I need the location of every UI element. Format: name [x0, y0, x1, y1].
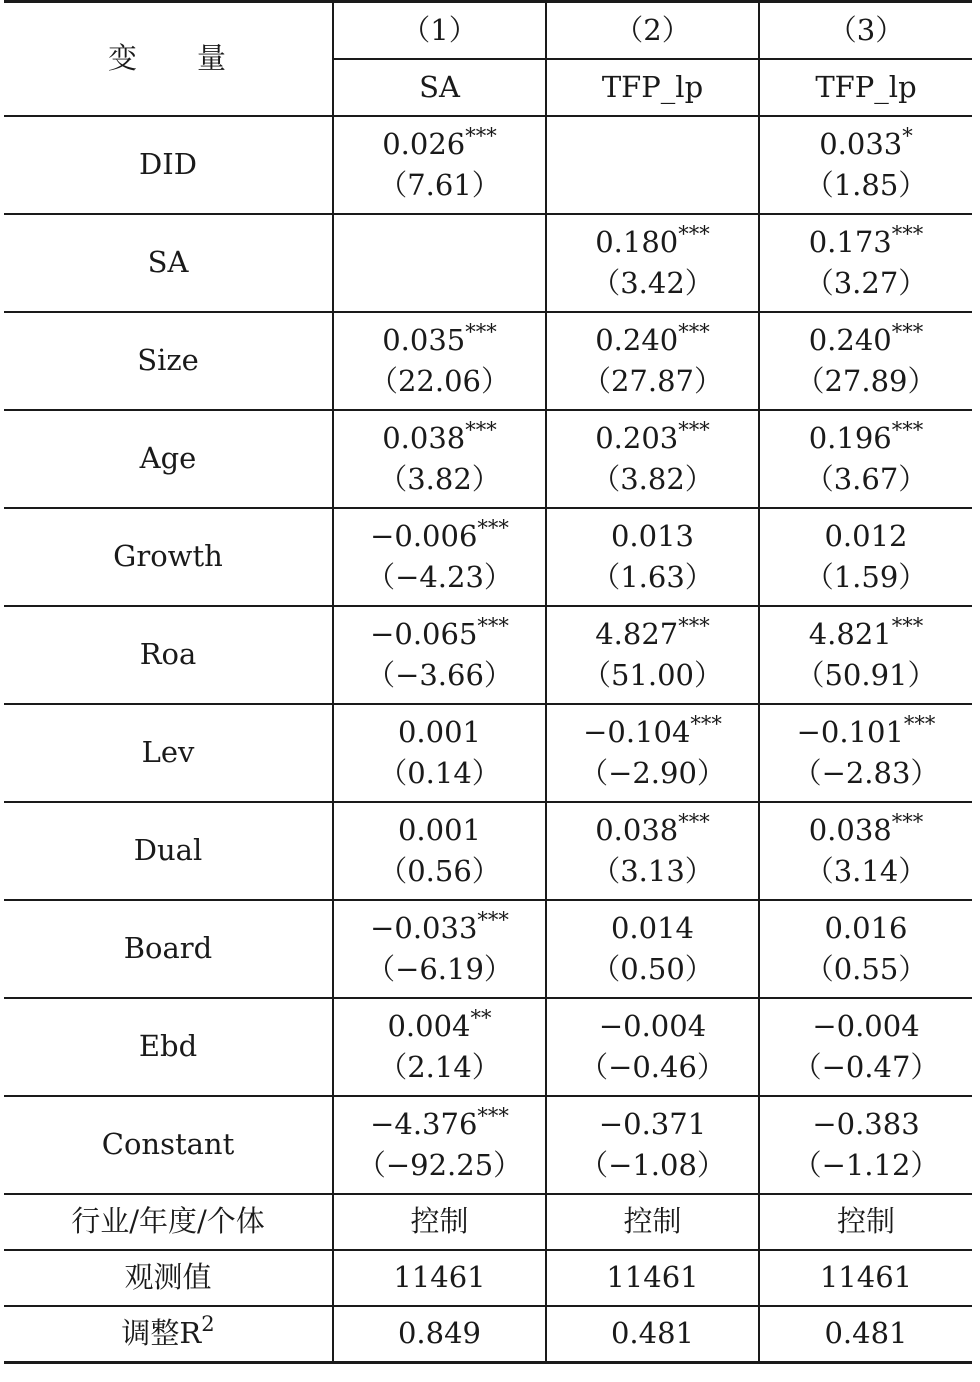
t-statistic: （2.14） — [378, 1050, 501, 1084]
t-statistic: （22.06） — [368, 364, 511, 398]
t-statistic: （1.63） — [591, 560, 714, 594]
variable-name: DID — [4, 116, 333, 214]
table-row — [4, 116, 972, 214]
variable-name: Size — [4, 312, 333, 410]
coefficient — [547, 1006, 758, 1047]
coefficient-value: −0.004 — [812, 1008, 920, 1043]
estimate-cell — [333, 606, 546, 704]
t-statistic: （3.13） — [591, 854, 714, 888]
dependent-variable-1: SA — [333, 59, 546, 116]
estimate-cell — [333, 900, 546, 998]
t-statistic: （3.14） — [804, 854, 928, 888]
footer-label-superscript: 2 — [201, 1312, 215, 1337]
variable-header-left: 变 — [107, 41, 139, 76]
coefficient-value: −0.101 — [796, 714, 904, 749]
coefficient — [760, 222, 972, 263]
estimate-cell — [333, 508, 546, 606]
t-statistic: （0.14） — [378, 756, 501, 790]
significance-stars: *** — [891, 221, 924, 246]
t-statistic: （3.27） — [804, 266, 928, 300]
regression-table — [4, 0, 972, 1364]
footer-label-text: 观测值 — [124, 1260, 212, 1295]
coefficient-value: 0.038 — [595, 812, 679, 847]
coefficient — [334, 712, 545, 753]
coefficient-value: −0.033 — [370, 910, 478, 945]
variable-name: Board — [4, 900, 333, 998]
coefficient-value: −0.004 — [598, 1008, 707, 1043]
t-statistic: （3.67） — [804, 462, 928, 496]
estimate-cell — [546, 116, 759, 214]
estimate-cell — [759, 508, 972, 606]
coefficient-value: 0.014 — [610, 910, 695, 945]
t-statistic: （−0.47） — [792, 1050, 940, 1084]
estimate-cell — [546, 704, 759, 802]
variable-name: SA — [4, 214, 333, 312]
estimate-cell — [759, 312, 972, 410]
coefficient — [334, 418, 545, 459]
coefficient — [760, 124, 972, 165]
significance-stars: *** — [903, 711, 936, 736]
estimate-cell — [759, 214, 972, 312]
column-number-1: （1） — [333, 2, 546, 60]
coefficient-value: 0.026 — [382, 126, 466, 161]
t-statistic: （−3.66） — [366, 658, 513, 692]
variable-header — [4, 2, 333, 117]
t-statistic: （3.42） — [591, 266, 714, 300]
estimate-cell — [759, 410, 972, 508]
t-statistic: （1.85） — [804, 168, 928, 202]
coefficient — [760, 320, 972, 361]
coefficient-value: 0.038 — [382, 420, 466, 455]
t-statistic: （3.82） — [378, 462, 501, 496]
coefficient-value: 4.827 — [595, 616, 679, 651]
dependent-variable-2: TFP_lp — [546, 59, 759, 116]
estimate-cell — [333, 802, 546, 900]
estimate-cell — [333, 312, 546, 410]
estimate-cell — [759, 802, 972, 900]
significance-stars: *** — [477, 613, 509, 638]
coefficient-value: 0.001 — [397, 714, 482, 749]
t-statistic: （−2.90） — [579, 756, 726, 790]
coefficient-value: 4.821 — [808, 616, 892, 651]
header-row-numbers — [4, 2, 972, 60]
estimate-cell — [333, 214, 546, 312]
footer-row-fe — [4, 1194, 972, 1250]
coefficient — [334, 320, 545, 361]
t-statistic: （−6.19） — [366, 952, 513, 986]
footer-label — [4, 1194, 333, 1250]
t-statistic: （3.82） — [591, 462, 714, 496]
coefficient-value: 0.173 — [808, 224, 892, 259]
coefficient-value: 0.016 — [824, 910, 908, 945]
estimate-cell — [546, 410, 759, 508]
table-row — [4, 1096, 972, 1194]
t-statistic: （−92.25） — [356, 1148, 523, 1182]
footer-row-obs — [4, 1250, 972, 1306]
t-statistic: （27.89） — [795, 364, 937, 398]
estimate-cell — [759, 116, 972, 214]
coefficient — [334, 908, 545, 949]
column-number-2: （2） — [546, 2, 759, 60]
coefficient — [760, 712, 972, 753]
coefficient — [760, 516, 972, 557]
footer-value: 11461 — [333, 1250, 546, 1306]
estimate-cell — [333, 410, 546, 508]
table-row — [4, 606, 972, 704]
coefficient — [547, 1104, 758, 1145]
estimate-cell — [546, 802, 759, 900]
coefficient-value: 0.013 — [610, 518, 695, 553]
significance-stars: *** — [678, 613, 710, 638]
t-statistic: （−4.23） — [366, 560, 513, 594]
coefficient-value: −0.371 — [598, 1106, 707, 1141]
coefficient-value: 0.180 — [595, 224, 679, 259]
coefficient — [547, 516, 758, 557]
t-statistic: （−1.12） — [792, 1148, 940, 1182]
variable-name: Constant — [4, 1096, 333, 1194]
coefficient — [760, 614, 972, 655]
estimate-cell — [759, 998, 972, 1096]
footer-label — [4, 1250, 333, 1306]
coefficient-value: 0.012 — [824, 518, 908, 553]
estimate-cell — [546, 312, 759, 410]
significance-stars: *** — [465, 417, 497, 442]
estimate-cell — [546, 606, 759, 704]
footer-value: 0.481 — [759, 1306, 972, 1363]
variable-name: Ebd — [4, 998, 333, 1096]
estimate-cell — [546, 1096, 759, 1194]
coefficient — [760, 1006, 972, 1047]
footer-value: 11461 — [546, 1250, 759, 1306]
significance-stars: *** — [477, 1103, 509, 1128]
significance-stars: *** — [678, 319, 710, 344]
significance-stars: *** — [678, 221, 710, 246]
significance-stars: *** — [477, 515, 509, 540]
variable-name: Age — [4, 410, 333, 508]
significance-stars: *** — [891, 319, 924, 344]
table-row — [4, 508, 972, 606]
estimate-cell — [546, 998, 759, 1096]
coefficient — [334, 124, 545, 165]
coefficient — [760, 810, 972, 851]
coefficient-value: 0.033 — [819, 126, 903, 161]
table-row — [4, 312, 972, 410]
estimate-cell — [759, 900, 972, 998]
coefficient — [334, 810, 545, 851]
table-row — [4, 410, 972, 508]
coefficient-value: 0.196 — [808, 420, 892, 455]
coefficient-value: 0.035 — [382, 322, 466, 357]
coefficient — [760, 418, 972, 459]
estimate-cell — [546, 900, 759, 998]
estimate-cell — [759, 1096, 972, 1194]
table-row — [4, 900, 972, 998]
coefficient-value: −0.006 — [370, 518, 478, 553]
coefficient-value: 0.001 — [397, 812, 482, 847]
footer-value: 控制 — [546, 1194, 759, 1250]
significance-stars: *** — [891, 417, 924, 442]
significance-stars: * — [902, 123, 913, 148]
coefficient-value: −4.376 — [370, 1106, 478, 1141]
table-row — [4, 802, 972, 900]
t-statistic: （0.56） — [378, 854, 501, 888]
estimate-cell — [546, 214, 759, 312]
coefficient — [547, 908, 758, 949]
t-statistic: （7.61） — [378, 168, 501, 202]
variable-name: Dual — [4, 802, 333, 900]
t-statistic: （51.00） — [581, 658, 724, 692]
dependent-variable-3: TFP_lp — [759, 59, 972, 116]
coefficient-value: 0.240 — [595, 322, 679, 357]
variable-name: Growth — [4, 508, 333, 606]
variable-name: Lev — [4, 704, 333, 802]
significance-stars: *** — [678, 809, 710, 834]
significance-stars: *** — [465, 123, 497, 148]
t-statistic: （50.91） — [795, 658, 937, 692]
variable-header-right: 量 — [197, 41, 229, 76]
t-statistic: （0.55） — [804, 952, 928, 986]
significance-stars: *** — [891, 809, 924, 834]
significance-stars: *** — [477, 907, 509, 932]
footer-value: 11461 — [759, 1250, 972, 1306]
estimate-cell — [546, 508, 759, 606]
significance-stars: *** — [891, 613, 924, 638]
footer-label — [4, 1306, 333, 1363]
estimate-cell — [759, 606, 972, 704]
footer-label-text: 调整R — [121, 1316, 202, 1351]
coefficient-value: −0.104 — [583, 714, 691, 749]
estimate-cell — [333, 704, 546, 802]
coefficient-value: −0.065 — [370, 616, 478, 651]
coefficient — [547, 320, 758, 361]
coefficient — [760, 1104, 972, 1145]
footer-label-text: 行业/年度/个体 — [71, 1204, 265, 1239]
significance-stars: *** — [690, 711, 722, 736]
estimate-cell — [333, 116, 546, 214]
variable-name: Roa — [4, 606, 333, 704]
table-row — [4, 998, 972, 1096]
t-statistic: （−1.08） — [579, 1148, 726, 1182]
footer-value: 控制 — [759, 1194, 972, 1250]
coefficient-value: 0.240 — [808, 322, 892, 357]
coefficient — [334, 1104, 545, 1145]
coefficient — [547, 712, 758, 753]
t-statistic: （0.50） — [591, 952, 714, 986]
coefficient — [547, 614, 758, 655]
coefficient — [334, 1006, 545, 1047]
coefficient-value: −0.383 — [812, 1106, 920, 1141]
table-row — [4, 214, 972, 312]
coefficient — [334, 614, 545, 655]
footer-value: 0.849 — [333, 1306, 546, 1363]
coefficient-value: 0.038 — [808, 812, 892, 847]
table-body — [4, 2, 972, 1363]
table-row — [4, 704, 972, 802]
coefficient — [547, 810, 758, 851]
t-statistic: （1.59） — [804, 560, 928, 594]
significance-stars: *** — [678, 417, 710, 442]
footer-row-r2 — [4, 1306, 972, 1363]
estimate-cell — [759, 704, 972, 802]
t-statistic: （27.87） — [581, 364, 724, 398]
footer-value: 0.481 — [546, 1306, 759, 1363]
coefficient-value: 0.004 — [387, 1008, 471, 1043]
t-statistic: （−2.83） — [792, 756, 940, 790]
coefficient — [760, 908, 972, 949]
coefficient — [547, 222, 758, 263]
t-statistic: （−0.46） — [579, 1050, 726, 1084]
coefficient — [547, 418, 758, 459]
coefficient — [334, 516, 545, 557]
significance-stars: ** — [470, 1005, 492, 1030]
significance-stars: *** — [465, 319, 497, 344]
estimate-cell — [333, 998, 546, 1096]
footer-value: 控制 — [333, 1194, 546, 1250]
coefficient-value: 0.203 — [595, 420, 679, 455]
column-number-3: （3） — [759, 2, 972, 60]
estimate-cell — [333, 1096, 546, 1194]
